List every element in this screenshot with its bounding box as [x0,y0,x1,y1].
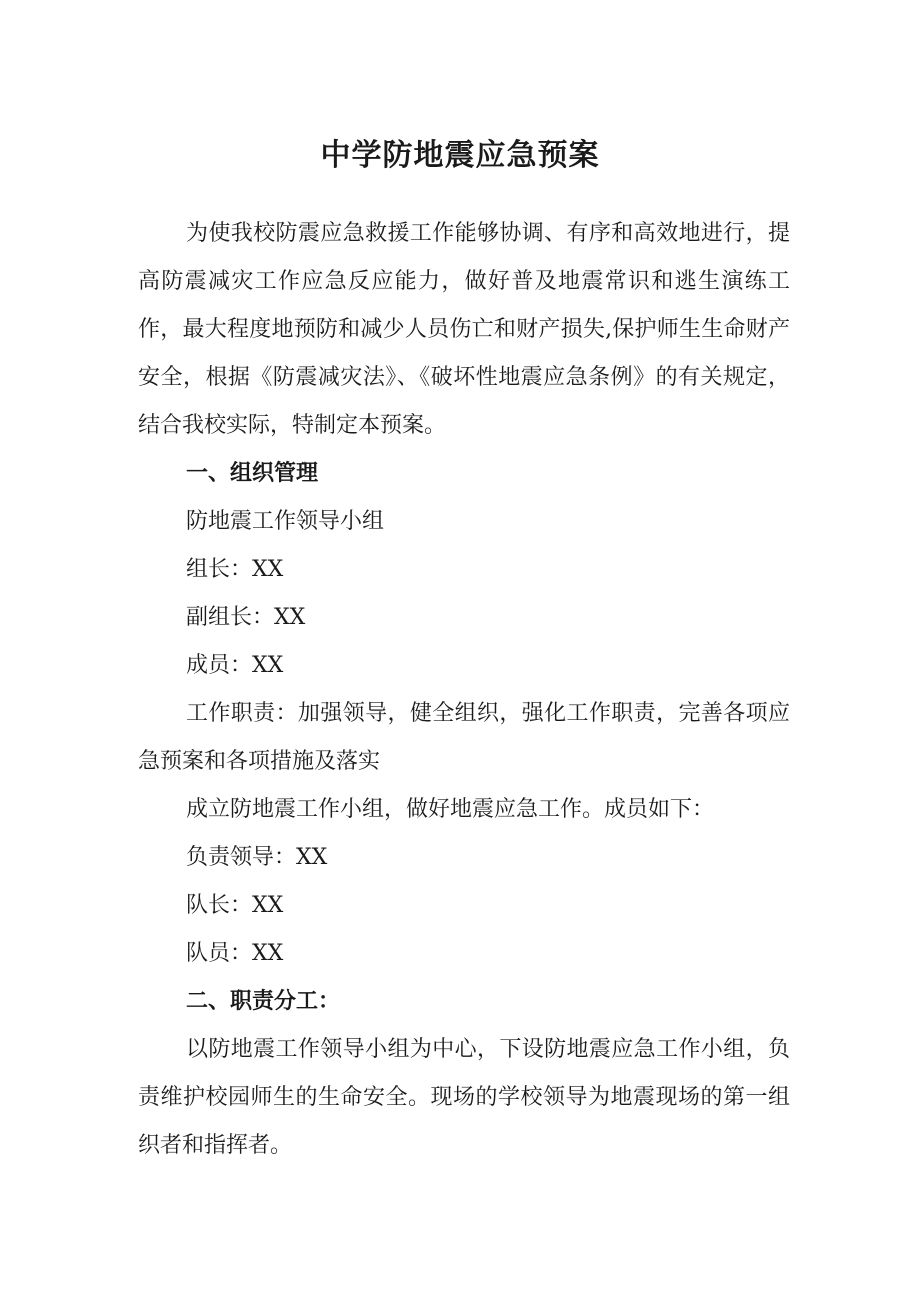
team-members-line: 队员：XX [186,941,284,966]
duties-paragraph: 工作职责：加强领导，健全组织，强化工作职责，完善各项应急预案和各项措施及落实 [138,701,790,774]
section-heading-organization: 一、组织管理 [186,461,319,486]
members-line: 成员：XX [186,653,284,678]
team-intro-line: 成立防地震工作小组，做好地震应急工作。成员如下： [186,797,715,822]
document-body [138,210,790,1170]
intro-paragraph: 为使我校防震应急救援工作能够协调、有序和高效地进行，提高防震减灾工作应急反应能力，做好普及地震常识和逃生演练工作，最大程度地预防和减少人员伤亡和财产损失,保护师生生命财产安全，根据《防震减灾法》、《破坏性地震应急条例》的有关规定，结合我校实际，特制定本预案。 [138,221,790,438]
group-name: 防地震工作领导小组 [186,509,385,534]
captain-line: 队长：XX [186,893,284,918]
section-heading-duties: 二、职责分工： [186,989,341,1014]
leader-line: 组长：XX [186,557,284,582]
deputy-leader-line: 副组长：XX [186,605,306,630]
document-title: 中学防地震应急预案 [320,138,600,173]
duties-division-paragraph: 以防地震工作领导小组为中心，下设防地震应急工作小组，负责维护校园师生的生命安全。现场的学校领导为地震现场的第一组织者和指挥者。 [138,1037,790,1158]
responsible-leader-line: 负责领导：XX [186,845,328,870]
